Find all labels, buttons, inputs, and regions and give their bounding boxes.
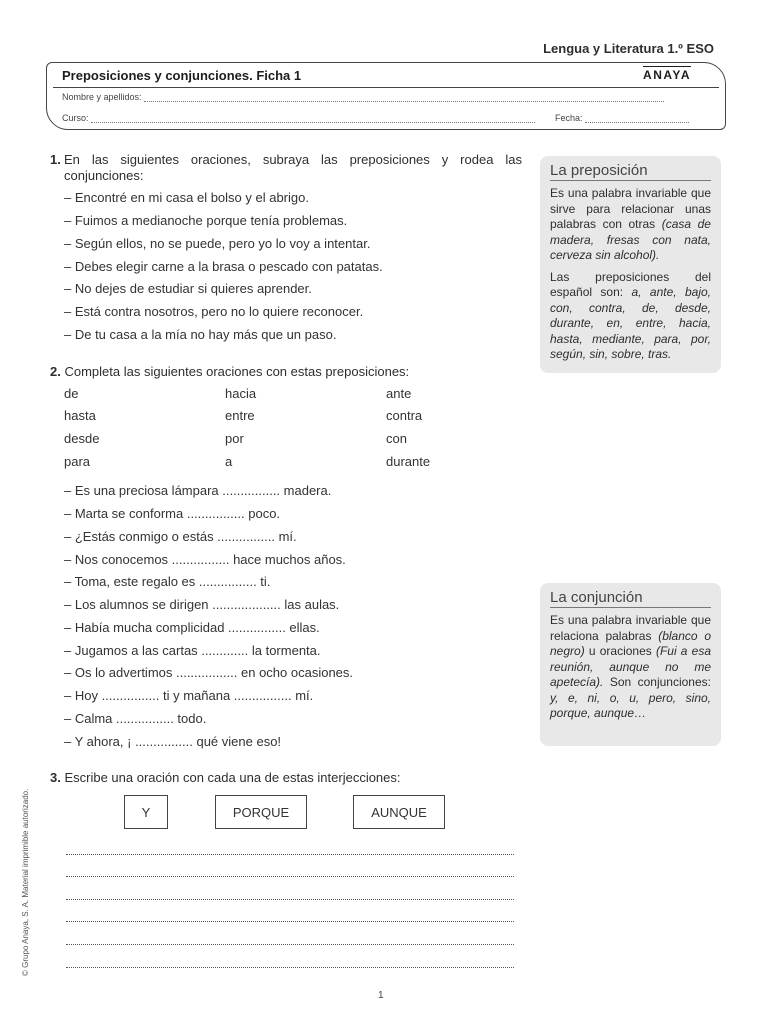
preposition-word: con: [386, 431, 407, 446]
page-number: 1: [378, 990, 384, 1001]
header-divider: [53, 87, 719, 88]
worksheet-title: Preposiciones y conjunciones. Ficha 1: [62, 68, 302, 83]
exercise-2-prompt: [50, 364, 409, 379]
date-label: Fecha:: [555, 113, 583, 123]
answer-line[interactable]: [66, 967, 514, 968]
exercise-1-prompt: [50, 152, 522, 184]
course-label: Curso:: [62, 113, 89, 123]
answer-line[interactable]: [66, 854, 514, 855]
ex2-sentence[interactable]: – Es una preciosa lámpara ................ madera.: [64, 483, 332, 498]
preposition-word: de: [64, 386, 79, 401]
preposition-list: Las preposiciones del español son: a, ante, bajo, con, contra, de, desde, durante, en, entre, hacia, hasta, mediante, para, por, según, sin, sobre, tras.: [550, 269, 711, 361]
answer-line[interactable]: [66, 944, 514, 945]
preposition-word: para: [64, 454, 91, 469]
course-line[interactable]: [91, 114, 535, 123]
exercise-3-prompt: [50, 770, 401, 785]
preposition-box-title: La preposición: [550, 162, 711, 181]
preposition-word: por: [225, 431, 244, 446]
ex2-sentence[interactable]: – Jugamos a las cartas ............. la tormenta.: [64, 643, 321, 658]
conjunction-box-title: La conjunción: [550, 589, 711, 608]
header-box: [46, 62, 726, 130]
preposition-word: ante: [386, 386, 412, 401]
answer-line[interactable]: [66, 876, 514, 877]
preposition-word: durante: [386, 454, 431, 469]
answer-line[interactable]: [66, 899, 514, 900]
ex1-sentence: – Está contra nosotros, pero no lo quiere reconocer.: [64, 304, 364, 319]
exercise-3-text: Escribe una oración con cada una de estas interjecciones:: [64, 770, 401, 785]
preposition-word: a: [225, 454, 233, 469]
copyright-note: © Grupo Anaya, S. A. Material imprimible autorizado.: [21, 788, 30, 976]
preposition-word: hasta: [64, 408, 96, 423]
preposition-word: contra: [386, 408, 423, 423]
ex2-sentence[interactable]: – Os lo advertimos ................. en ocho ocasiones.: [64, 665, 354, 680]
preposition-definition: Es una palabra invariable que sirve para relacionar unas palabras con otras (casa de madera, fresas con nata, cerveza sin alcohol).: [550, 186, 711, 262]
date-field[interactable]: [555, 113, 689, 123]
ex2-sentence[interactable]: – Los alumnos se dirigen ................... las aulas.: [64, 597, 340, 612]
exercise-1-number: 1.: [50, 152, 61, 167]
ex2-sentence[interactable]: – Hoy ................ ti y mañana ................ mí.: [64, 688, 314, 703]
ex1-sentence: – No dejes de estudiar si quieres aprender.: [64, 281, 312, 296]
exercise-2-number: 2.: [50, 364, 61, 379]
ex1-sentence: – Fuimos a medianoche porque tenía problemas.: [64, 213, 348, 228]
exercise-1: [50, 152, 522, 184]
preposition-word: desde: [64, 431, 100, 446]
word-box-y: Y: [124, 795, 168, 829]
course-field[interactable]: [62, 113, 535, 123]
conjunction-info-box: [540, 583, 721, 746]
name-label: Nombre y apellidos:: [62, 92, 142, 102]
name-line[interactable]: [144, 93, 664, 102]
ex2-sentence[interactable]: – Y ahora, ¡ ................ qué viene eso!: [64, 734, 282, 749]
ex1-sentence: – De tu casa a la mía no hay más que un paso.: [64, 327, 337, 342]
conjunction-definition: Es una palabra invariable que relaciona palabras (blanco o negro) u oraciones (Fui a esa reunión, aunque no me apetecía). Son conjunciones: y, e, ni, o, u, pero, sino, porque, aunque…: [550, 613, 711, 720]
ex1-sentence: – Encontré en mi casa el bolso y el abrigo.: [64, 190, 309, 205]
publisher-logo: ANAYA: [643, 68, 691, 82]
subject-title: Lengua y Literatura 1.º ESO: [543, 41, 714, 56]
ex2-sentence[interactable]: – ¿Estás conmigo o estás ................ mí.: [64, 529, 297, 544]
ex2-sentence[interactable]: – Marta se conforma ................ poco.: [64, 506, 281, 521]
preposition-info-box: [540, 156, 721, 373]
ex2-sentence[interactable]: – Toma, este regalo es ................ ti.: [64, 574, 271, 589]
preposition-word: entre: [225, 408, 255, 423]
ex1-sentence: – Según ellos, no se puede, pero yo lo voy a intentar.: [64, 236, 371, 251]
ex2-sentence[interactable]: – Nos conocemos ................ hace muchos años.: [64, 552, 346, 567]
ex1-sentence: – Debes elegir carne a la brasa o pescado con patatas.: [64, 259, 383, 274]
ex2-sentence[interactable]: – Había mucha complicidad ................ ellas.: [64, 620, 320, 635]
name-field[interactable]: [62, 92, 664, 102]
ex2-sentence[interactable]: – Calma ................ todo.: [64, 711, 207, 726]
preposition-word: hacia: [225, 386, 257, 401]
date-line[interactable]: [585, 114, 689, 123]
word-box-porque: PORQUE: [215, 795, 307, 829]
word-box-aunque: AUNQUE: [353, 795, 445, 829]
exercise-2-text: Completa las siguientes oraciones con estas preposiciones:: [64, 364, 410, 379]
exercise-1-text: En las siguientes oraciones, subraya las preposiciones y rodea las conjunciones:: [64, 152, 522, 183]
answer-line[interactable]: [66, 921, 514, 922]
exercise-3-number: 3.: [50, 770, 61, 785]
